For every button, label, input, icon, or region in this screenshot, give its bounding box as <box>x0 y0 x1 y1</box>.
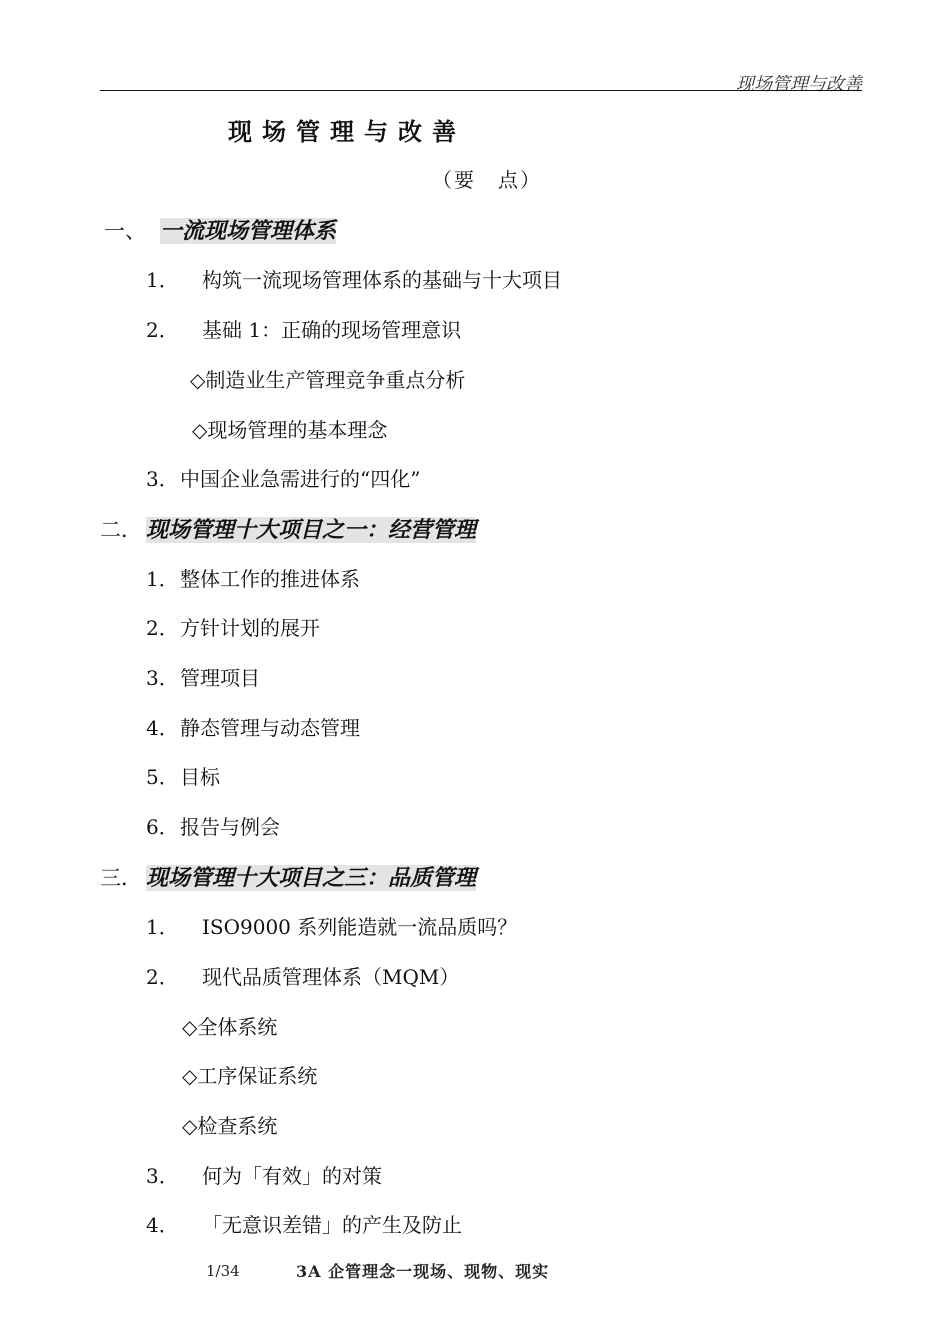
item-text: 中国企业急需进行的“四化” <box>180 467 421 491</box>
section-title: 现场管理十大项目之一：经营管理 <box>146 517 477 543</box>
item-text: 何为「有效」的对策 <box>202 1164 382 1188</box>
item-text: 管理项目 <box>180 666 260 690</box>
footer-motto: 3A 企管理念一现场、现物、现实 <box>296 1262 550 1281</box>
item-number: 1． <box>146 268 179 292</box>
item-text: 「无意识差错」的产生及防止 <box>202 1213 462 1237</box>
list-item <box>146 662 260 691</box>
item-number: 3． <box>146 467 179 491</box>
sub-item: ◇全体系统 <box>182 1015 278 1039</box>
running-header: 现场管理与改善 <box>736 74 862 95</box>
document-title: 现场管理与改善 <box>228 117 466 146</box>
list-item <box>146 463 420 492</box>
list-item <box>146 1209 462 1238</box>
item-number: 4． <box>146 1213 179 1237</box>
list-item <box>146 314 461 343</box>
item-number: 5． <box>146 765 179 789</box>
item-text: 整体工作的推进体系 <box>180 567 360 591</box>
section-title: 现场管理十大项目之三：品质管理 <box>146 865 477 891</box>
section-number: 一、 <box>104 219 146 243</box>
item-text: 构筑一流现场管理体系的基础与十大项目 <box>202 268 562 292</box>
list-item <box>146 563 360 592</box>
header-rule <box>100 90 862 91</box>
item-text: ISO9000 系列能造就一流品质吗？ <box>202 915 518 939</box>
document-subtitle: （要 点） <box>432 168 542 192</box>
list-item <box>146 761 220 790</box>
sub-item: ◇工序保证系统 <box>182 1064 318 1088</box>
section-heading-1 <box>104 214 336 245</box>
list-item <box>146 612 320 641</box>
item-text: 基础 1：正确的现场管理意识 <box>202 318 462 342</box>
item-number: 3． <box>146 1164 179 1188</box>
item-number: 1． <box>146 567 179 591</box>
section-heading-2 <box>100 513 476 544</box>
item-text: 静态管理与动态管理 <box>180 716 360 740</box>
section-heading-3 <box>100 861 476 892</box>
item-number: 2． <box>146 616 179 640</box>
section-number: 二． <box>100 518 142 542</box>
item-number: 6． <box>146 815 179 839</box>
sub-item: ◇检查系统 <box>182 1114 278 1138</box>
item-number: 3． <box>146 666 179 690</box>
page-number: 1/34 <box>206 1262 240 1280</box>
item-text: 现代品质管理体系（MQM） <box>202 965 460 989</box>
section-title: 一流现场管理体系 <box>160 218 337 244</box>
item-number: 1． <box>146 915 179 939</box>
sub-item: ◇制造业生产管理竞争重点分析 <box>190 368 466 392</box>
list-item <box>146 961 459 990</box>
item-number: 4． <box>146 716 179 740</box>
list-item <box>146 811 280 840</box>
sub-item: ◇现场管理的基本理念 <box>192 418 388 442</box>
list-item <box>146 712 360 741</box>
item-text: 方针计划的展开 <box>180 616 320 640</box>
item-text: 目标 <box>180 765 220 789</box>
section-number: 三． <box>100 866 142 890</box>
list-item <box>146 911 517 940</box>
item-number: 2． <box>146 318 179 342</box>
item-number: 2． <box>146 965 179 989</box>
item-text: 报告与例会 <box>180 815 280 839</box>
list-item <box>146 1160 382 1189</box>
list-item <box>146 264 562 293</box>
